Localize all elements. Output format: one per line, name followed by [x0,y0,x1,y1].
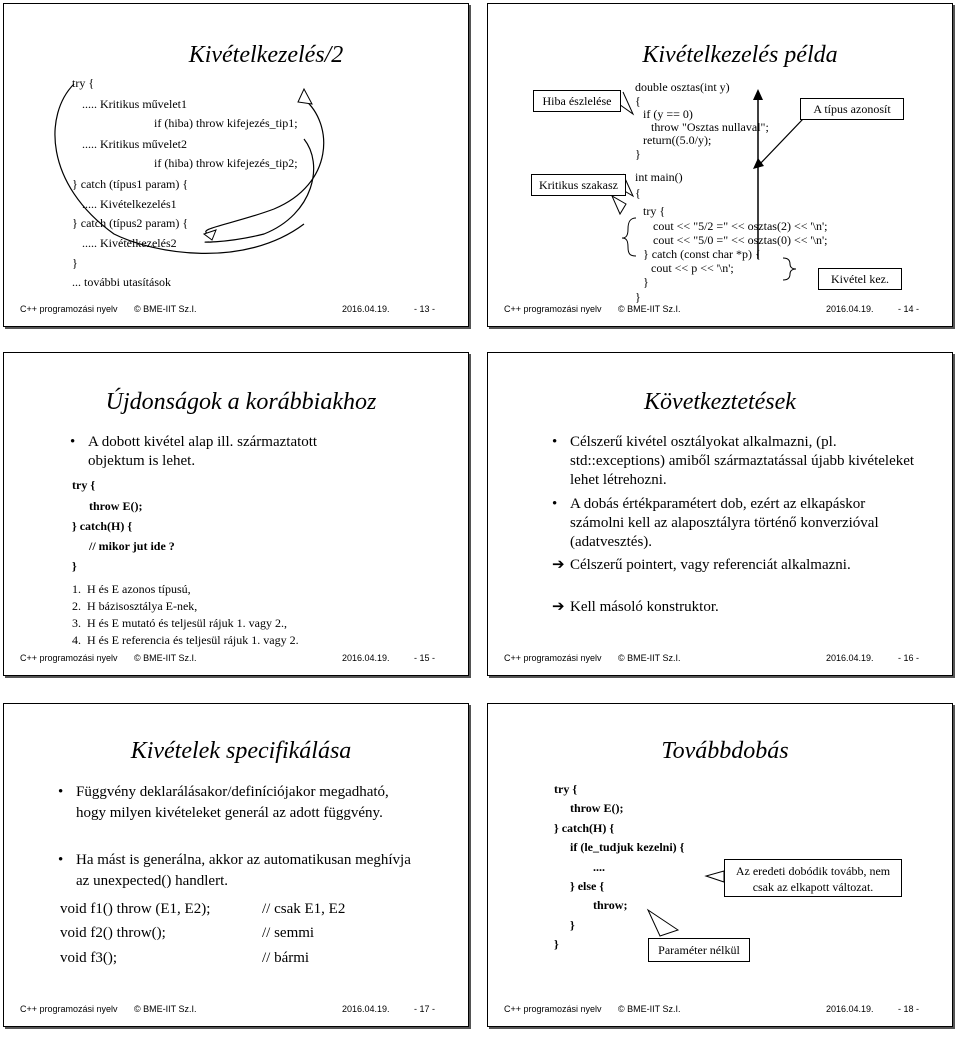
bullet-icon: • [552,434,558,450]
footer-copyright: © BME-IIT Sz.I. [134,653,197,663]
code-line: } catch (típus2 param) { [72,216,189,230]
slide-title: Továbbdobás [661,738,789,764]
code-line: double osztas(int y) [635,80,730,94]
code-line: try { [554,782,578,796]
slide-15 [3,352,469,676]
footer-page: - 16 - [898,653,920,663]
slide-14 [487,3,953,327]
footer-course: C++ programozási nyelv [20,304,118,314]
bullet-icon: • [70,434,76,450]
footer-course: C++ programozási nyelv [20,1004,118,1014]
bullet-item [58,782,421,824]
code-line: ..... Kivételkezelés2 [82,236,177,250]
slide-footer [488,304,952,318]
code-line: } [570,918,575,932]
footer-date: 2016.04.19. [342,304,390,314]
decl-comment: // semmi [262,925,315,941]
code-line: return((5.0/y); [643,133,712,147]
slide-title: Újdonságok a korábbiakhoz [105,389,377,415]
footer-course: C++ programozási nyelv [20,653,118,663]
list-item: 1. H és E azonos típusú, [72,582,191,596]
footer-page: - 17 - [414,1004,436,1014]
arrow-text: Kell másoló konstruktor. [570,599,719,615]
bullet-icon: • [552,496,558,512]
footer-copyright: © BME-IIT Sz.I. [618,1004,681,1014]
code-line: try { [643,204,666,218]
code-line: // mikor jut ide ? [89,539,175,553]
code-line: } catch(H) { [554,821,615,835]
footer-course: C++ programozási nyelv [504,1004,602,1014]
decl-code: void f3(); [60,950,118,966]
footer-page: - 15 - [414,653,436,663]
code-line: } catch (const char *p) { [643,247,761,261]
code-line: if (hiba) throw kifejezés_tip1; [154,116,298,130]
code-line: } [554,937,559,951]
code-line: } [72,559,77,573]
decl-comment: // bármi [262,950,310,966]
bullet-text: Függvény deklarálásakor/definíciójakor megadható, hogy milyen kivételeket generál az adott függvény. [76,784,389,821]
slide-title: Kivételkezelés példa [642,42,838,68]
footer-copyright: © BME-IIT Sz.I. [618,653,681,663]
slide-footer [4,1004,468,1018]
callout-type-id: A típus azonosít [800,98,904,120]
bullet-item [552,433,915,490]
code-line: if (hiba) throw kifejezés_tip2; [154,156,298,170]
bullet-icon: • [58,784,64,800]
arrow-item [552,556,882,575]
arrow-right-icon: ➔ [552,557,565,573]
bullet-text: A dobás értékparamétert dob, ezért az elkapáskor számolni kell az alaposztályra történő konverzióval (adatvesztés). [570,496,879,550]
arrow-text: Célszerű pointert, vagy referenciát alkalmazni. [570,557,851,573]
code-line: { [635,186,641,200]
code-line: } catch (típus1 param) { [72,177,189,191]
callout-error-detect: Hiba észlelése [533,90,621,112]
slide-16 [487,352,953,676]
code-line: } [72,256,78,270]
code-line: try { [72,478,96,492]
slide-footer [488,1004,952,1018]
code-line: throw; [593,898,628,912]
footer-page: - 18 - [898,1004,920,1014]
list-item: 2. H bázisosztálya E-nek, [72,599,198,613]
slide-17 [3,703,469,1027]
footer-course: C++ programozási nyelv [504,304,602,314]
arrow-item [552,598,882,617]
footer-date: 2016.04.19. [826,653,874,663]
footer-page: - 14 - [898,304,920,314]
footer-date: 2016.04.19. [826,304,874,314]
slide-footer [4,653,468,667]
bullet-item [70,433,358,471]
code-line: throw E(); [570,801,624,815]
footer-date: 2016.04.19. [342,1004,390,1014]
slide-title: Kivételek specifikálása [130,738,352,764]
code-line: ..... Kritikus művelet1 [82,97,187,111]
code-line: throw "Osztas nullaval"; [651,120,769,134]
slide-footer [4,304,468,318]
slide-title: Következtetések [644,389,796,415]
footer-date: 2016.04.19. [826,1004,874,1014]
footer-copyright: © BME-IIT Sz.I. [134,1004,197,1014]
code-line: ... további utasítások [72,275,171,289]
footer-copyright: © BME-IIT Sz.I. [618,304,681,314]
bullet-icon: • [58,852,64,868]
code-line: throw E(); [89,499,143,513]
code-line: int main() [635,170,683,184]
footer-copyright: © BME-IIT Sz.I. [134,304,197,314]
code-line: if (y == 0) [643,107,693,121]
callout-critical: Kritikus szakasz [531,174,626,196]
code-line: ..... Kivételkezelés1 [82,197,177,211]
bullet-text: A dobott kivétel alap ill. származtatott objektum is lehet. [88,434,318,469]
footer-date: 2016.04.19. [342,653,390,663]
code-line: .... [593,860,605,874]
callout-no-param: Paraméter nélkül [648,938,750,962]
bullet-text: Ha mást is generálna, akkor az automatikusan meghívja az unexpected() handlert. [76,852,411,889]
bullet-item [552,495,915,552]
code-line: } catch(H) { [72,519,133,533]
code-line: if (le_tudjuk kezelni) { [570,840,685,854]
code-line: } [635,147,641,161]
code-line: { [635,94,641,108]
slide-18 [487,703,953,1027]
callout-handler: Kivétel kez. [818,268,902,290]
code-line: cout << p << '\n'; [651,261,734,275]
code-line: cout << "5/2 =" << osztas(2) << '\n'; [653,219,828,233]
footer-course: C++ programozási nyelv [504,653,602,663]
list-item: 3. H és E mutató és teljesül rájuk 1. vagy 2., [72,616,287,630]
decl-comment: // csak E1, E2 [262,901,346,917]
slide-title: Kivételkezelés/2 [188,42,344,68]
code-line: } else { [570,879,605,893]
decl-code: void f2() throw(); [60,925,166,941]
callout-rethrow: Az eredeti dobódik tovább, nem csak az elkapott változat. [724,859,902,897]
bullet-item [58,850,421,892]
code-line: } [643,275,649,289]
arrow-right-icon: ➔ [552,599,565,615]
code-line: } [635,290,641,304]
code-line: try { [72,76,95,90]
code-line: cout << "5/0 =" << osztas(0) << '\n'; [653,233,828,247]
list-item: 4. H és E referencia és teljesül rájuk 1. vagy 2. [72,633,299,647]
slide-13 [3,3,469,327]
code-line: ..... Kritikus művelet2 [82,137,187,151]
decl-code: void f1() throw (E1, E2); [60,901,211,917]
footer-page: - 13 - [414,304,436,314]
slide-footer [488,653,952,667]
bullet-text: Célszerű kivétel osztályokat alkalmazni, (pl. std::exceptions) amiből származtatással újabb kivételeket lehet létrehozni. [570,434,915,488]
